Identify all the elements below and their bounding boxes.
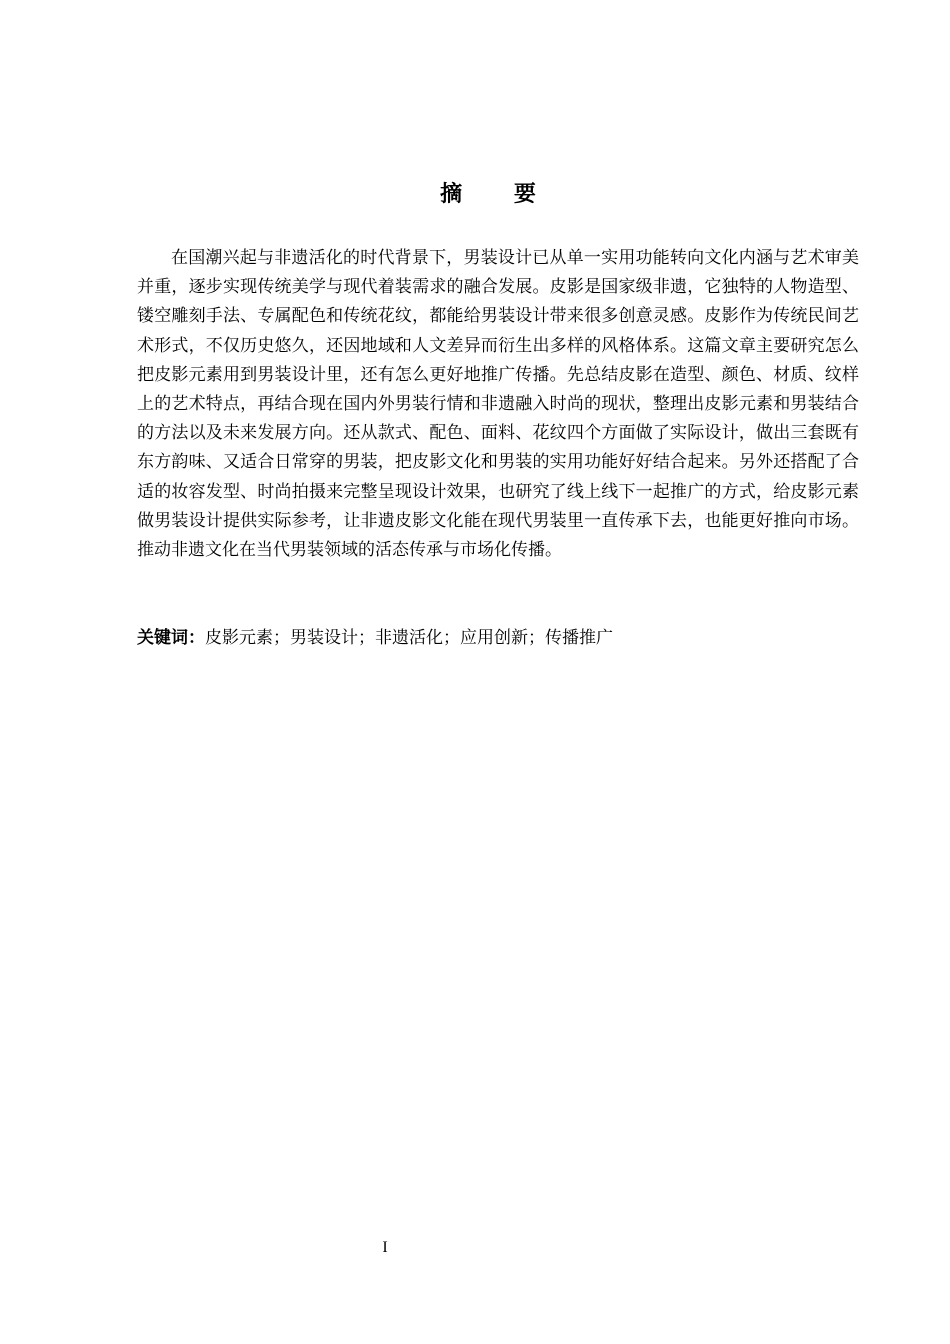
page-number: I bbox=[382, 1239, 388, 1256]
keywords-text: 皮影元素；男装设计；非遗活化；应用创新；传播推广 bbox=[205, 628, 613, 648]
abstract-heading: 摘 要 bbox=[440, 182, 558, 207]
keywords-line bbox=[137, 624, 859, 653]
keywords-label: 关键词： bbox=[137, 628, 205, 648]
abstract-body: 在国潮兴起与非遗活化的时代背景下，男装设计已从单一实用功能转向文化内涵与艺术审美并重，逐步实现传统美学与现代着装需求的融合发展。皮影是国家级非遗，它独特的人物造型、镂空雕刻手法、专属配色和传统花纹，都能给男装设计带来很多创意灵感。皮影作为传统民间艺术形式，不仅历史悠久，还因地域和人文差异而衍生出多样的风格体系。这篇文章主要研究怎么把皮影元素用到男装设计里，还有怎么更好地推广传播。先总结皮影在造型、颜色、材质、纹样上的艺术特点，再结合现在国内外男装行情和非遗融入时尚的现状，整理出皮影元素和男装结合的方法以及未来发展方向。还从款式、配色、面料、花纹四个方面做了实际设计，做出三套既有东方韵味、又适合日常穿的男装，把皮影文化和男装的实用功能好好结合起来。另外还搭配了合适的妆容发型、时尚拍摄来完整呈现设计效果，也研究了线上线下一起推广的方式，给皮影元素做男装设计提供实际参考，让非遗皮影文化能在现代男装里一直传承下去，也能更好推向市场。推动非遗文化在当代男装领域的活态传承与市场化传播。 bbox=[137, 248, 859, 561]
